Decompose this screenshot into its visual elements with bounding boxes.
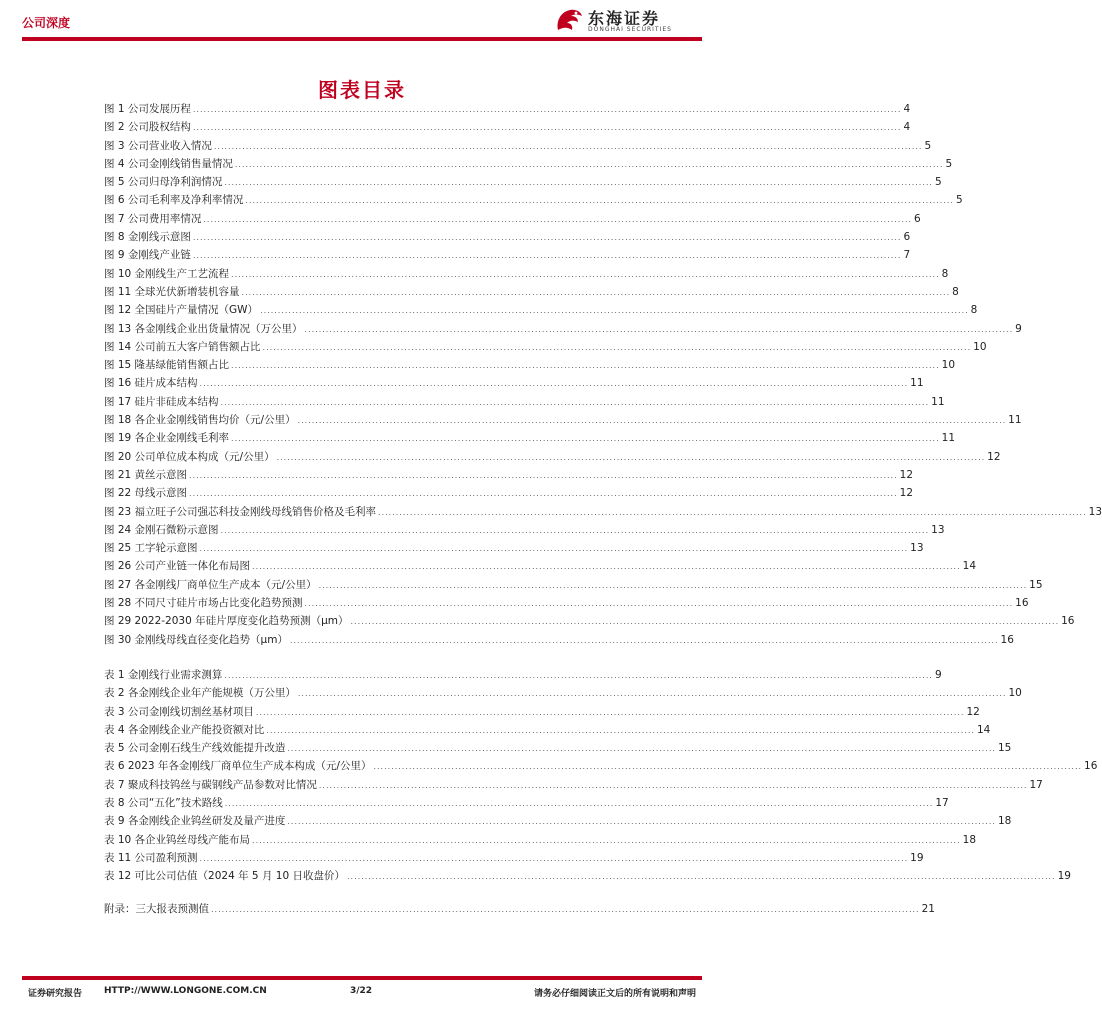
dot-leader: ........................................................................................................................................................................................................ bbox=[262, 342, 972, 352]
dot-leader: ........................................................................................................................................................................................................ bbox=[350, 617, 1060, 627]
figure-entry-label: 图 15 隆基绿能销售额占比 bbox=[104, 359, 230, 372]
figure-entry-page: 11 bbox=[910, 377, 924, 390]
header-divider bbox=[22, 37, 702, 41]
figure-entry-label: 图 2 公司股权结构 bbox=[104, 121, 191, 134]
logo-name-cn: 东海证券 bbox=[588, 9, 661, 28]
dot-leader: ........................................................................................................................................................................................................ bbox=[287, 817, 996, 827]
dot-leader: ........................................................................................................................................................................................................ bbox=[224, 671, 933, 680]
appendix-entry[interactable] bbox=[104, 900, 935, 918]
figure-entry[interactable] bbox=[104, 466, 914, 484]
figure-entry[interactable] bbox=[104, 374, 924, 392]
table-entry-page: 18 bbox=[997, 815, 1012, 828]
dot-leader: ........................................................................................................................................................................................................ bbox=[347, 872, 1056, 882]
figure-entry-page: 8 bbox=[941, 267, 949, 280]
figure-entry[interactable] bbox=[104, 503, 1102, 521]
table-entry[interactable] bbox=[104, 739, 1012, 757]
figure-entry-label: 图 10 金刚线生产工艺流程 bbox=[104, 267, 230, 280]
appendix-list bbox=[104, 900, 935, 918]
figure-entry-label: 图 26 公司产业链一体化布局图 bbox=[104, 560, 251, 573]
figure-entry[interactable] bbox=[104, 411, 1022, 429]
figure-entry[interactable] bbox=[104, 612, 1075, 630]
table-entry-label: 表 6 2023 年各金刚线厂商单位生产成本构成（元/公里） bbox=[104, 760, 372, 773]
figure-entry[interactable] bbox=[104, 301, 978, 319]
footer-disclaimer: 请务必仔细阅读正文后的所有说明和声明 bbox=[533, 989, 696, 999]
dot-leader: ........................................................................................................................................................................................................ bbox=[234, 159, 944, 169]
figure-entry[interactable] bbox=[104, 320, 1022, 338]
dot-leader: ........................................................................................................................................................................................................ bbox=[203, 214, 912, 224]
appendix-entry-label: 附录：三大报表预测值 bbox=[104, 903, 209, 915]
table-entry-label: 表 4 各金刚线企业产能投资额对比 bbox=[104, 723, 265, 736]
table-entry[interactable] bbox=[104, 776, 1043, 794]
figure-entry[interactable] bbox=[104, 594, 1029, 612]
dot-leader: ........................................................................................................................................................................................................ bbox=[231, 434, 940, 444]
figure-entry[interactable] bbox=[104, 631, 1014, 649]
table-entry-page: 17 bbox=[935, 797, 949, 810]
dot-leader: ........................................................................................................................................................................................................ bbox=[231, 269, 940, 279]
figure-entry[interactable] bbox=[104, 539, 924, 557]
figure-entry-page: 8 bbox=[970, 304, 978, 317]
figure-entry-page: 4 bbox=[903, 121, 911, 134]
table-entry-label: 表 8 公司“五化”技术路线 bbox=[104, 797, 223, 810]
figure-entry-label: 图 22 母线示意图 bbox=[104, 487, 188, 500]
dot-leader: ........................................................................................................................................................................................................ bbox=[252, 835, 961, 845]
figure-entry[interactable] bbox=[104, 100, 911, 118]
figure-entry[interactable] bbox=[104, 393, 945, 411]
dot-leader: ........................................................................................................................................................................................................ bbox=[192, 251, 902, 261]
figure-entry-page: 6 bbox=[913, 212, 921, 225]
figure-entry-label: 图 6 公司毛利率及净利率情况 bbox=[104, 194, 244, 207]
page-title: 图表目录 bbox=[318, 78, 406, 102]
company-logo bbox=[552, 4, 702, 36]
table-entry[interactable] bbox=[104, 831, 977, 849]
figure-entry-label: 图 16 硅片成本结构 bbox=[104, 377, 198, 390]
figure-entry[interactable] bbox=[104, 118, 911, 136]
dot-leader: ........................................................................................................................................................................................................ bbox=[192, 123, 902, 133]
table-entry-page: 19 bbox=[910, 851, 924, 864]
figure-entry-page: 15 bbox=[1029, 578, 1043, 591]
figure-entry[interactable] bbox=[104, 265, 949, 283]
figure-entry-page: 6 bbox=[903, 231, 911, 244]
table-entry[interactable] bbox=[104, 794, 949, 812]
dot-leader: ........................................................................................................................................................................................................ bbox=[213, 141, 923, 151]
figure-entry[interactable] bbox=[104, 246, 911, 264]
dot-leader: ........................................................................................................................................................................................................ bbox=[373, 762, 1083, 772]
dot-leader: ........................................................................................................................................................................................................ bbox=[252, 562, 961, 572]
figure-entry-page: 5 bbox=[945, 157, 953, 170]
figure-entry-page: 5 bbox=[934, 176, 942, 189]
dot-leader: ........................................................................................................................................................................................................ bbox=[241, 287, 951, 297]
figure-entry[interactable] bbox=[104, 191, 963, 209]
figure-entry-label: 图 3 公司营业收入情况 bbox=[104, 139, 212, 152]
table-entry-page: 19 bbox=[1057, 870, 1071, 883]
dot-leader: ........................................................................................................................................................................................................ bbox=[297, 416, 1007, 426]
table-entry-page: 12 bbox=[966, 705, 980, 718]
table-entry[interactable] bbox=[104, 812, 1012, 830]
table-entry-label: 表 11 公司盈利预测 bbox=[104, 851, 198, 864]
figure-entry-page: 13 bbox=[1088, 505, 1102, 518]
figure-entry-label: 图 4 公司金刚线销售量情况 bbox=[104, 157, 233, 170]
dot-leader: ........................................................................................................................................................................................................ bbox=[266, 725, 975, 735]
figure-entry-page: 5 bbox=[955, 194, 963, 207]
figure-entry-page: 9 bbox=[1015, 322, 1022, 335]
dot-leader: ........................................................................................................................................................................................................ bbox=[224, 799, 934, 809]
dot-leader: ........................................................................................................................................................................................................ bbox=[192, 105, 902, 114]
table-entry-page: 10 bbox=[1008, 687, 1022, 700]
figure-entry-label: 图 20 公司单位成本构成（元/公里） bbox=[104, 450, 275, 463]
table-entry-page: 14 bbox=[976, 723, 991, 736]
table-entry-label: 表 10 各企业钨丝母线产能布局 bbox=[104, 833, 251, 846]
figure-entry-page: 16 bbox=[1015, 597, 1029, 610]
figure-entry-label: 图 17 硅片非硅成本结构 bbox=[104, 395, 219, 408]
figure-entry-page: 12 bbox=[987, 450, 1001, 463]
table-entry-page: 18 bbox=[962, 833, 977, 846]
figure-entry-label: 图 5 公司归母净利润情况 bbox=[104, 176, 223, 189]
figure-entry-label: 图 25 工字轮示意图 bbox=[104, 542, 198, 555]
table-entry[interactable] bbox=[104, 849, 924, 867]
figure-entry-page: 11 bbox=[941, 432, 956, 445]
figure-entry-label: 图 1 公司发展历程 bbox=[104, 103, 191, 115]
footer-url[interactable]: HTTP://WWW.LONGONE.COM.CN bbox=[104, 986, 267, 996]
table-entry[interactable] bbox=[104, 867, 1071, 885]
figure-entry-page: 4 bbox=[903, 103, 911, 115]
figure-entry-label: 图 29 2022-2030 年硅片厚度变化趋势预测（μm） bbox=[104, 615, 349, 628]
dot-leader: ........................................................................................................................................................................................................ bbox=[199, 544, 909, 554]
figure-entry-label: 图 8 金刚线示意图 bbox=[104, 231, 191, 244]
figure-entry-page: 10 bbox=[973, 340, 987, 353]
table-entry-page: 17 bbox=[1029, 778, 1043, 791]
figure-entry-page: 16 bbox=[1000, 633, 1014, 646]
figure-entry[interactable] bbox=[104, 283, 959, 301]
figure-entry-label: 图 24 金刚石微粉示意图 bbox=[104, 523, 219, 536]
table-entry-label: 表 5 公司金刚石线生产线效能提升改造 bbox=[104, 742, 286, 755]
figure-entry-page: 7 bbox=[903, 249, 911, 262]
figure-entry-page: 14 bbox=[962, 560, 977, 573]
table-entry-page: 16 bbox=[1084, 760, 1098, 773]
figure-entry-label: 图 21 黄丝示意图 bbox=[104, 468, 188, 481]
figure-entry-label: 图 18 各企业金刚线销售均价（元/公里） bbox=[104, 414, 296, 427]
dot-leader: ........................................................................................................................................................................................................ bbox=[255, 707, 965, 717]
dot-leader: ........................................................................................................................................................................................................ bbox=[289, 635, 999, 645]
dot-leader: ........................................................................................................................................................................................................ bbox=[211, 905, 920, 914]
table-entry-label: 表 2 各金刚线企业年产能规模（万公里） bbox=[104, 687, 296, 700]
figure-entry-label: 图 23 福立旺子公司强芯科技金刚线母线销售价格及毛利率 bbox=[104, 505, 377, 518]
dot-leader: ........................................................................................................................................................................................................ bbox=[231, 361, 940, 371]
dot-leader: ........................................................................................................................................................................................................ bbox=[189, 489, 898, 499]
figure-entry[interactable] bbox=[104, 557, 977, 575]
footer-page-number: 3/22 bbox=[350, 986, 373, 996]
table-entry[interactable] bbox=[104, 721, 991, 739]
dot-leader: ........................................................................................................................................................................................................ bbox=[192, 233, 902, 243]
footer-divider bbox=[22, 976, 702, 980]
figure-entry[interactable] bbox=[104, 521, 945, 539]
dot-leader: ........................................................................................................................................................................................................ bbox=[287, 744, 996, 754]
dot-leader: ........................................................................................................................................................................................................ bbox=[220, 525, 930, 535]
table-entry[interactable] bbox=[104, 703, 980, 721]
figure-entry[interactable] bbox=[104, 429, 956, 447]
table-entry[interactable] bbox=[104, 666, 942, 684]
figure-entry-page: 5 bbox=[924, 139, 932, 152]
figure-entry-label: 图 7 公司费用率情况 bbox=[104, 212, 202, 225]
dot-leader: ........................................................................................................................................................................................................ bbox=[318, 580, 1028, 590]
figure-entry[interactable] bbox=[104, 173, 942, 191]
figure-entry-label: 图 27 各金刚线厂商单位生产成本（元/公里） bbox=[104, 578, 317, 591]
figure-entry-page: 11 bbox=[931, 395, 945, 408]
table-entry[interactable] bbox=[104, 757, 1098, 775]
figure-list bbox=[104, 100, 1102, 649]
figure-entry-label: 图 30 金刚线母线直径变化趋势（μm） bbox=[104, 633, 288, 646]
dot-leader: ........................................................................................................................................................................................................ bbox=[260, 306, 969, 316]
figure-entry-label: 图 19 各企业金刚线毛利率 bbox=[104, 432, 230, 445]
figure-entry-label: 图 9 金刚线产业链 bbox=[104, 249, 191, 262]
figure-entry-page: 12 bbox=[899, 468, 914, 481]
dot-leader: ........................................................................................................................................................................................................ bbox=[199, 853, 909, 863]
table-entry-label: 表 1 金刚线行业需求测算 bbox=[104, 669, 223, 681]
dot-leader: ........................................................................................................................................................................................................ bbox=[224, 178, 933, 188]
figure-entry-page: 11 bbox=[1008, 414, 1022, 427]
figure-entry-page: 8 bbox=[952, 285, 959, 298]
figure-entry[interactable] bbox=[104, 356, 956, 374]
dot-leader: ........................................................................................................................................................................................................ bbox=[318, 780, 1028, 790]
dot-leader: ........................................................................................................................................................................................................ bbox=[378, 507, 1087, 517]
figure-entry[interactable] bbox=[104, 155, 953, 173]
figure-entry-page: 13 bbox=[910, 542, 924, 555]
dot-leader: ........................................................................................................................................................................................................ bbox=[304, 599, 1014, 609]
dot-leader: ........................................................................................................................................................................................................ bbox=[297, 689, 1007, 699]
table-entry-page: 15 bbox=[997, 742, 1012, 755]
table-entry-label: 表 3 公司金刚线切割丝基材项目 bbox=[104, 705, 254, 718]
figure-entry-label: 图 28 不同尺寸硅片市场占比变化趋势预测 bbox=[104, 597, 303, 610]
figure-entry-page: 13 bbox=[931, 523, 945, 536]
header-section-tag: 公司深度 bbox=[22, 16, 71, 30]
figure-entry-page: 12 bbox=[899, 487, 914, 500]
table-list bbox=[104, 666, 1098, 886]
figure-entry-page: 16 bbox=[1061, 615, 1075, 628]
dot-leader: ........................................................................................................................................................................................................ bbox=[276, 452, 986, 462]
figure-entry-label: 图 13 各金刚线企业出货量情况（万公里） bbox=[104, 322, 303, 335]
logo-name-en: DONGHAI SECURITIES bbox=[588, 26, 672, 33]
figure-entry-label: 图 12 全国硅片产量情况（GW） bbox=[104, 304, 259, 317]
dot-leader: ........................................................................................................................................................................................................ bbox=[220, 397, 930, 407]
figure-entry[interactable] bbox=[104, 338, 987, 356]
appendix-entry-page: 21 bbox=[921, 903, 935, 915]
table-entry-label: 表 7 聚成科技钨丝与碳钢线产品参数对比情况 bbox=[104, 778, 317, 791]
dragon-logo-icon bbox=[552, 4, 586, 36]
figure-entry[interactable] bbox=[104, 228, 911, 246]
figure-entry-label: 图 11 全球光伏新增装机容量 bbox=[104, 285, 240, 298]
table-entry-label: 表 9 各金刚线企业钨丝研发及量产进度 bbox=[104, 815, 286, 828]
figure-entry-label: 图 14 公司前五大客户销售额占比 bbox=[104, 340, 261, 353]
table-entry-page: 9 bbox=[934, 669, 942, 681]
figure-entry[interactable] bbox=[104, 576, 1043, 594]
figure-entry-page: 10 bbox=[941, 359, 956, 372]
table-entry[interactable] bbox=[104, 684, 1022, 702]
dot-leader: ........................................................................................................................................................................................................ bbox=[245, 196, 954, 206]
table-entry-label: 表 12 可比公司估值（2024 年 5 月 10 日收盘价） bbox=[104, 870, 345, 883]
figure-entry[interactable] bbox=[104, 484, 914, 502]
dot-leader: ........................................................................................................................................................................................................ bbox=[304, 324, 1014, 334]
dot-leader: ........................................................................................................................................................................................................ bbox=[199, 379, 909, 389]
figure-entry[interactable] bbox=[104, 137, 932, 155]
dot-leader: ........................................................................................................................................................................................................ bbox=[189, 470, 898, 480]
figure-entry[interactable] bbox=[104, 210, 921, 228]
footer-report-type: 证券研究报告 bbox=[28, 989, 83, 999]
figure-entry[interactable] bbox=[104, 448, 1001, 466]
